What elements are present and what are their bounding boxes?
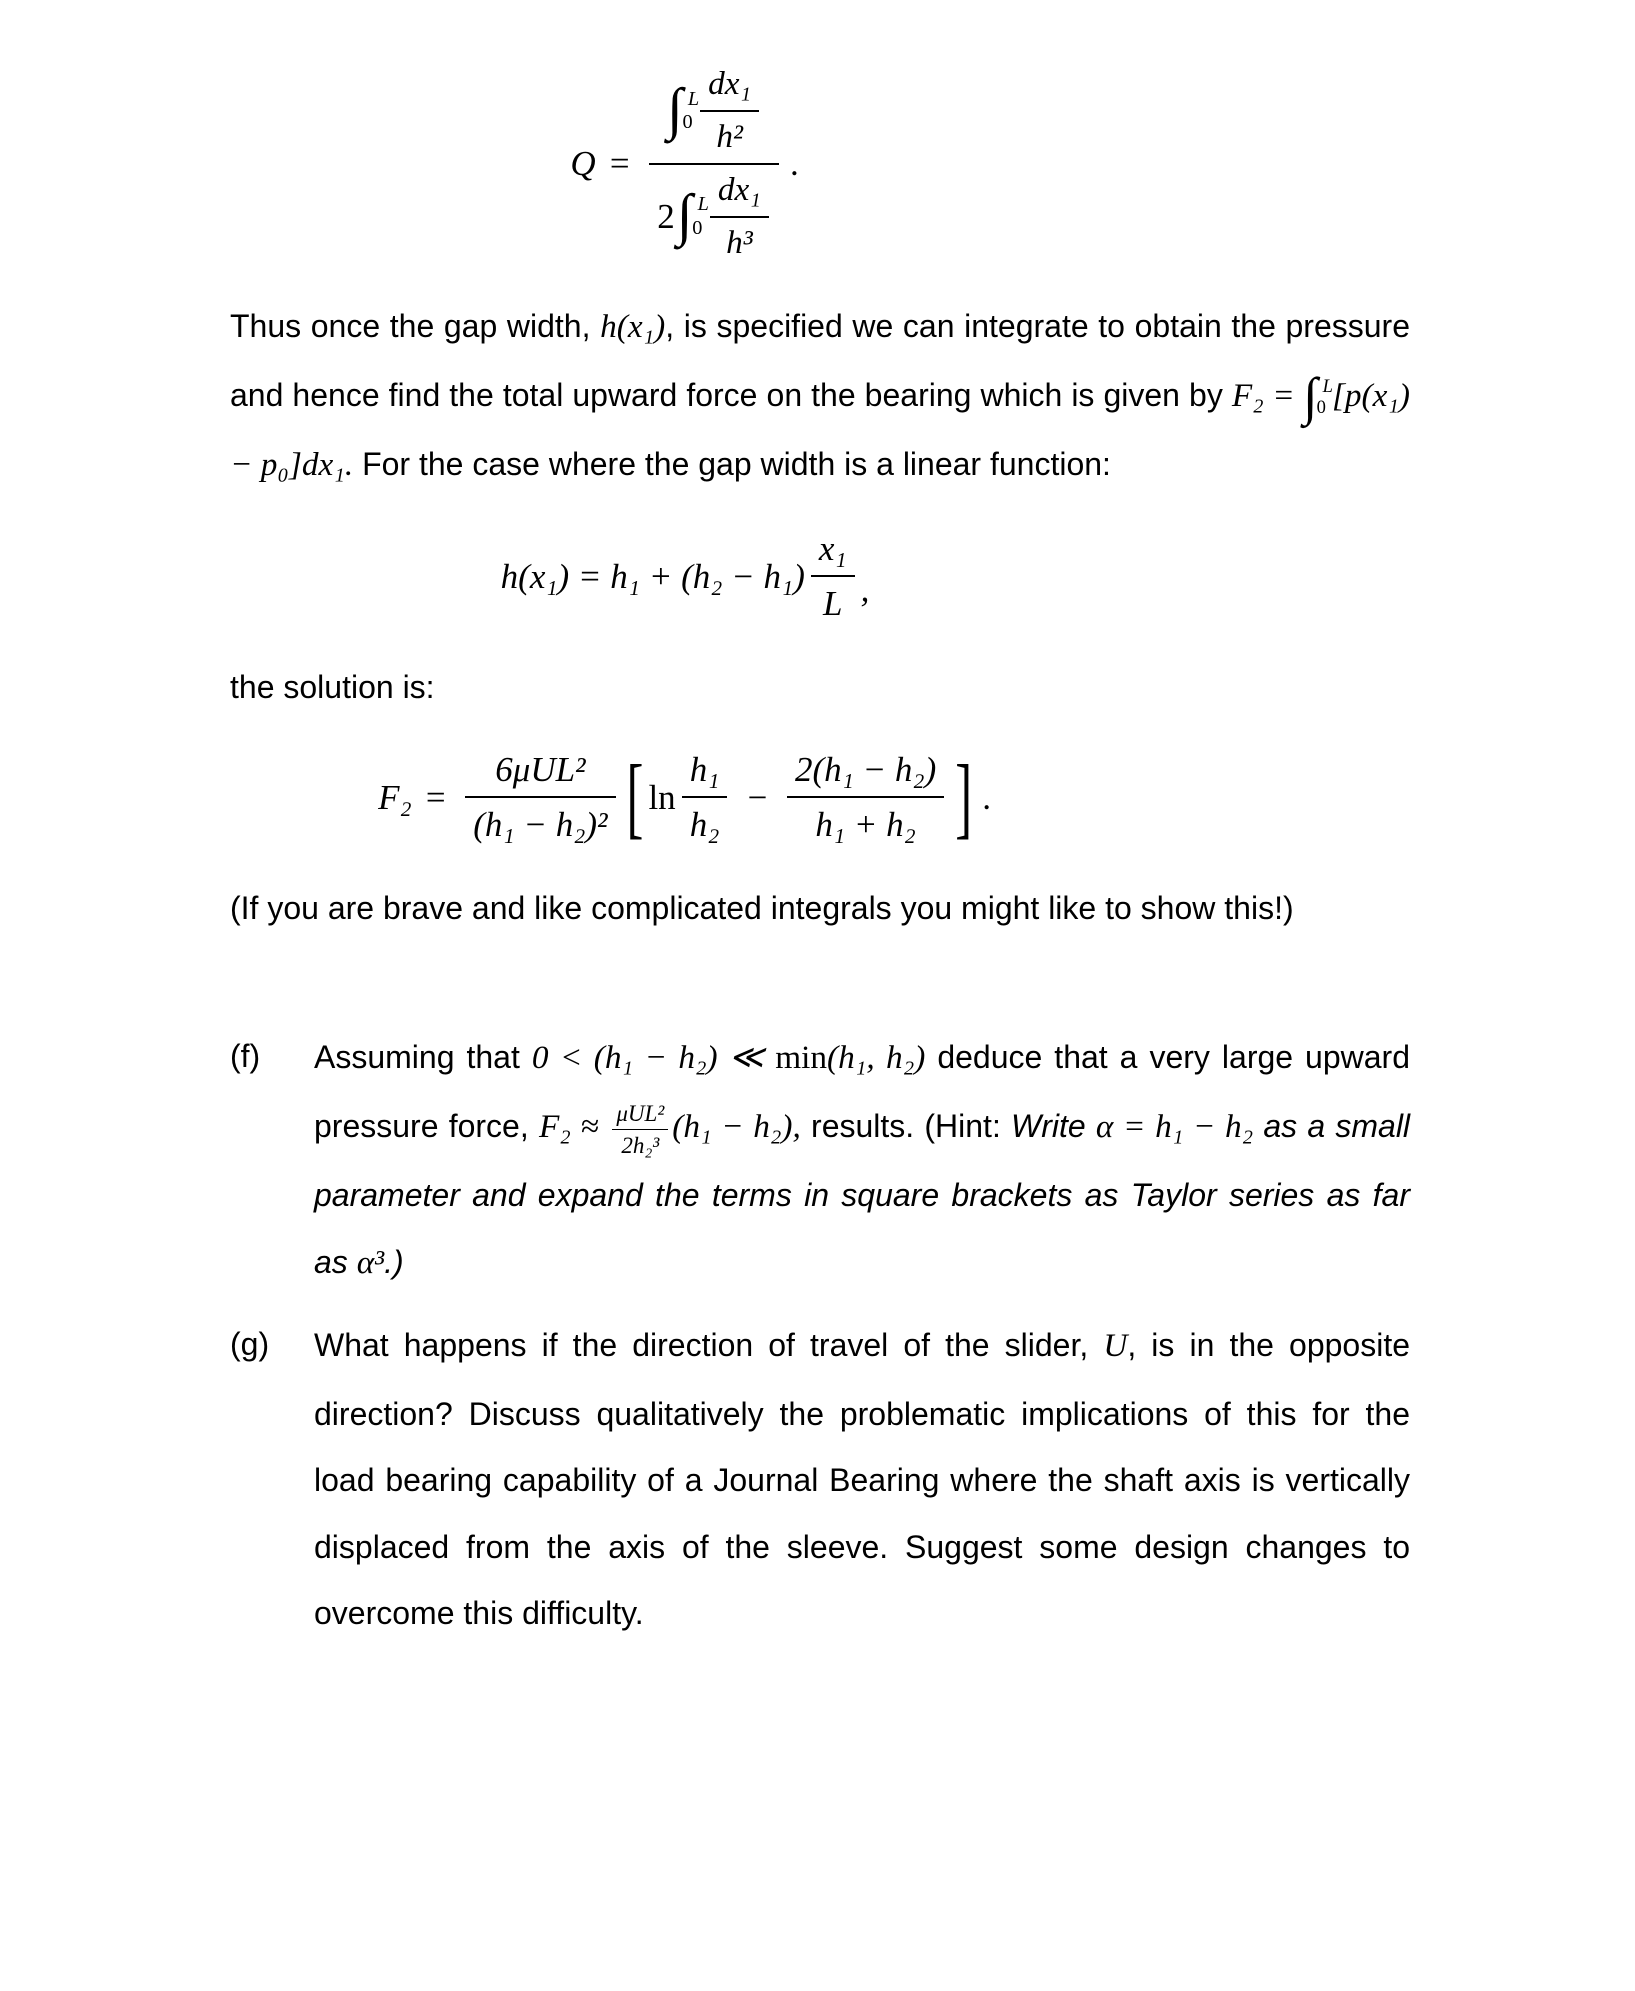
left-bracket: [ <box>626 746 644 848</box>
lower-limit: 0 <box>1316 397 1326 419</box>
eq-h-lhs: h(x₁) = h₁ + (h₂ − h₁) <box>500 556 805 596</box>
ln-operator: ln <box>648 777 676 817</box>
solution-label: the solution is: <box>230 668 435 705</box>
text-run: , is in the opposite direction? Discuss qualitatively the problematic implications of this for the load bearing capability of a Journal Bearing where the shaft axis is vertically displaced from the axis of the sleeve. Suggest some design changes to overcome this difficulty. <box>314 1327 1410 1632</box>
hint-italic-text: Write <box>1011 1108 1096 1145</box>
integral-group <box>676 184 709 248</box>
inner-fraction: $\frac{\text{dx₁}}{\text{h²}}$ <box>700 62 759 160</box>
eq-q-main-fraction <box>649 62 779 266</box>
coefficient: 2 <box>657 197 675 236</box>
upper-limit: L <box>697 193 709 216</box>
inline-math: U <box>1103 1327 1128 1365</box>
eq-q-lhs: Q <box>570 144 596 184</box>
equation-h-row <box>230 525 1140 628</box>
integral-limits <box>682 87 700 135</box>
text-run: , is specified we can integrate to obtain the pressure and hence find the total upward force on the bearing which is given by <box>230 307 1411 413</box>
eq-q-period: . <box>790 144 800 184</box>
inline-math: F₂ ≈ <box>538 1108 609 1146</box>
inline-math: [p(x₁) − p₀]dx₁. <box>230 376 1411 483</box>
inline-math: α = h₁ − h₂ <box>1095 1108 1254 1146</box>
list-item-g <box>230 1311 1410 1646</box>
vertical-spacer <box>230 1297 1410 1311</box>
eq-f2-fraction-1: $\frac{\text{6μUL²}}{\text{(h₁ − h₂)²}}$ <box>465 746 615 849</box>
eq-f2-fraction-3: $\frac{\text{2(h₁ − h₂)}}{\text{h₁ + h₂}}$ <box>787 746 944 849</box>
integral-group <box>667 78 700 142</box>
eq-f2-fraction-2: $\frac{\text{h₁}}{\text{h₂}}$ <box>682 746 728 849</box>
equation-q <box>230 62 1410 266</box>
equation-f2-row <box>230 746 1140 849</box>
min-operator: min <box>775 1039 828 1077</box>
list-item-f <box>230 1023 1410 1297</box>
eq-f2-equals: = <box>423 777 448 817</box>
upper-limit: L <box>687 87 700 110</box>
item-g-content <box>314 1311 1410 1646</box>
eq-q-denominator <box>649 165 779 266</box>
text-run: For the case where the gap width is a linear function: <box>353 445 1111 482</box>
inner-fraction: $\frac{\text{dx₁}}{\text{h³}}$ <box>710 168 769 266</box>
equation-q-row <box>230 62 1140 266</box>
text-run: deduce that a very large upward pressure force, <box>314 1039 1411 1145</box>
inline-fraction: μUL² 2h₂³ <box>612 1099 668 1160</box>
equation-h <box>230 525 1410 628</box>
item-f-content <box>314 1023 1410 1297</box>
integral-limits <box>692 193 709 240</box>
integral-limits <box>1316 375 1333 419</box>
inline-math: (h₁ − h₂), <box>672 1108 801 1146</box>
lower-limit: 0 <box>692 216 703 239</box>
hint-italic-text: as a small parameter and expand the terms in square brackets as Taylor series as far as <box>314 1108 1411 1281</box>
inline-math: h(x₁) <box>600 307 666 345</box>
integral-sign: ∫ <box>667 78 683 142</box>
text-run: results. (Hint: <box>800 1108 1012 1145</box>
inline-math: 0 < (h₁ − h₂) ≪ <box>531 1039 776 1077</box>
vertical-spacer <box>230 941 1410 1023</box>
inline-math: F₂ = <box>1231 376 1304 414</box>
inline-math: α³ <box>356 1244 385 1282</box>
eq-f2-lhs: F₂ <box>378 777 412 817</box>
right-bracket: ] <box>955 746 973 848</box>
eq-f2-period: . <box>983 777 992 817</box>
eq-h-fraction: $\frac{\text{x₁}}{L}$ <box>811 525 855 628</box>
eq-h-comma: , <box>860 570 870 610</box>
equation-f2 <box>230 746 1410 849</box>
upper-limit: L <box>1322 375 1333 397</box>
text-run: Thus once the gap width, <box>230 307 601 344</box>
hint-italic-text: .) <box>384 1244 404 1281</box>
lower-limit: 0 <box>682 110 693 133</box>
text-run: What happens if the direction of travel of the slider, <box>314 1327 1104 1364</box>
paragraph-intro <box>230 292 1410 500</box>
integral-group <box>1303 368 1333 427</box>
integral-sign: ∫ <box>1303 368 1318 427</box>
inline-math: (h₁, h₂) <box>827 1039 926 1077</box>
eq-q-equals: = <box>607 144 632 184</box>
item-g-label: (g) <box>230 1326 270 1363</box>
minus-operator: − <box>745 777 769 817</box>
item-f-label: (f) <box>230 1038 261 1075</box>
text-run: Assuming that <box>314 1039 532 1076</box>
paragraph-aside: (If you are brave and like complicated integrals you might like to show this!) <box>230 889 1294 926</box>
eq-q-numerator <box>649 62 779 165</box>
integral-sign: ∫ <box>676 184 693 248</box>
